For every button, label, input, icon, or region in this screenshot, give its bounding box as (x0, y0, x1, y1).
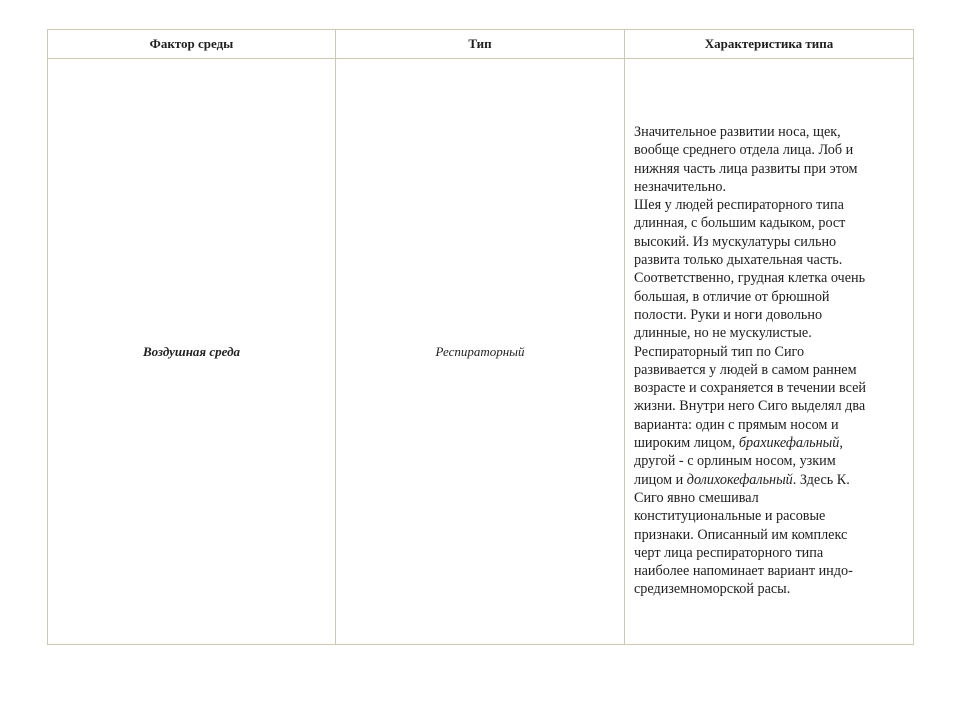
header-type: Тип (336, 30, 625, 59)
cell-factor (48, 59, 336, 645)
table-row (48, 59, 914, 645)
factor-value: Воздушная среда (142, 343, 241, 359)
desc-line-24: черт лица респираторного типа (634, 544, 824, 561)
desc-line-22: конституциональные и расовые (634, 508, 826, 525)
header-row (48, 30, 914, 59)
desc-line-9: Соответственно, грудная клетка очень (634, 270, 866, 287)
term-brachycephalic: брахикефальный (738, 435, 840, 452)
desc-line-21: Сиго явно смешивал (634, 489, 759, 506)
desc-line-1: Значительное развитии носа, щек, (634, 124, 841, 140)
desc-line-13: Респираторный тип по Сиго (634, 343, 805, 360)
data-table (47, 29, 914, 645)
desc-line-14: развивается у людей в самом раннем (634, 361, 857, 378)
desc-line-4: незначительно. (634, 178, 726, 195)
desc-line-12: длинные, но не мускулистые. (634, 325, 812, 342)
desc-line-7: высокий. Из мускулатуры сильно (634, 233, 837, 250)
desc-line-18-start: широким лицом, (634, 435, 739, 452)
desc-line-11: полости. Руки и ноги довольно (634, 306, 823, 323)
desc-line-18 (634, 434, 907, 452)
desc-line-3: нижняя часть лица развиты при этом (634, 160, 858, 177)
desc-line-2: вообще среднего отдела лица. Лоб и (634, 142, 854, 159)
cell-type (336, 59, 625, 645)
desc-line-6: длинная, с большим кадыком, рост (634, 215, 846, 232)
desc-line-16: жизни. Внутри него Сиго выделял два (634, 398, 866, 415)
header-characteristic: Характеристика типа (625, 30, 914, 59)
type-value: Респираторный (435, 343, 525, 359)
cell-characteristic (625, 59, 914, 645)
desc-line-20-start: лицом и (634, 471, 687, 488)
desc-line-20 (634, 471, 907, 489)
desc-line-19: другой - с орлиным носом, узким (634, 453, 836, 470)
desc-line-18-end: , (839, 435, 843, 452)
desc-line-15: возрасте и сохраняется в течении всей (634, 380, 866, 397)
desc-line-5: Шея у людей респираторного типа (634, 197, 844, 214)
characteristic-text (634, 123, 907, 599)
desc-line-25: наиболее напоминает вариант индо- (634, 563, 853, 580)
header-factor: Фактор среды (48, 30, 336, 59)
desc-line-17: варианта: один с прямым носом и (634, 416, 839, 433)
desc-line-20-end: . Здесь К. (792, 471, 850, 488)
desc-line-26: средиземноморской расы. (634, 581, 791, 598)
desc-line-23: признаки. Описанный им комплекс (634, 526, 848, 543)
term-dolichocephalic: долихокефальный (686, 471, 793, 488)
desc-line-10: большая, в отличие от брюшной (634, 288, 830, 305)
desc-line-8: развита только дыхательная часть. (634, 252, 843, 269)
